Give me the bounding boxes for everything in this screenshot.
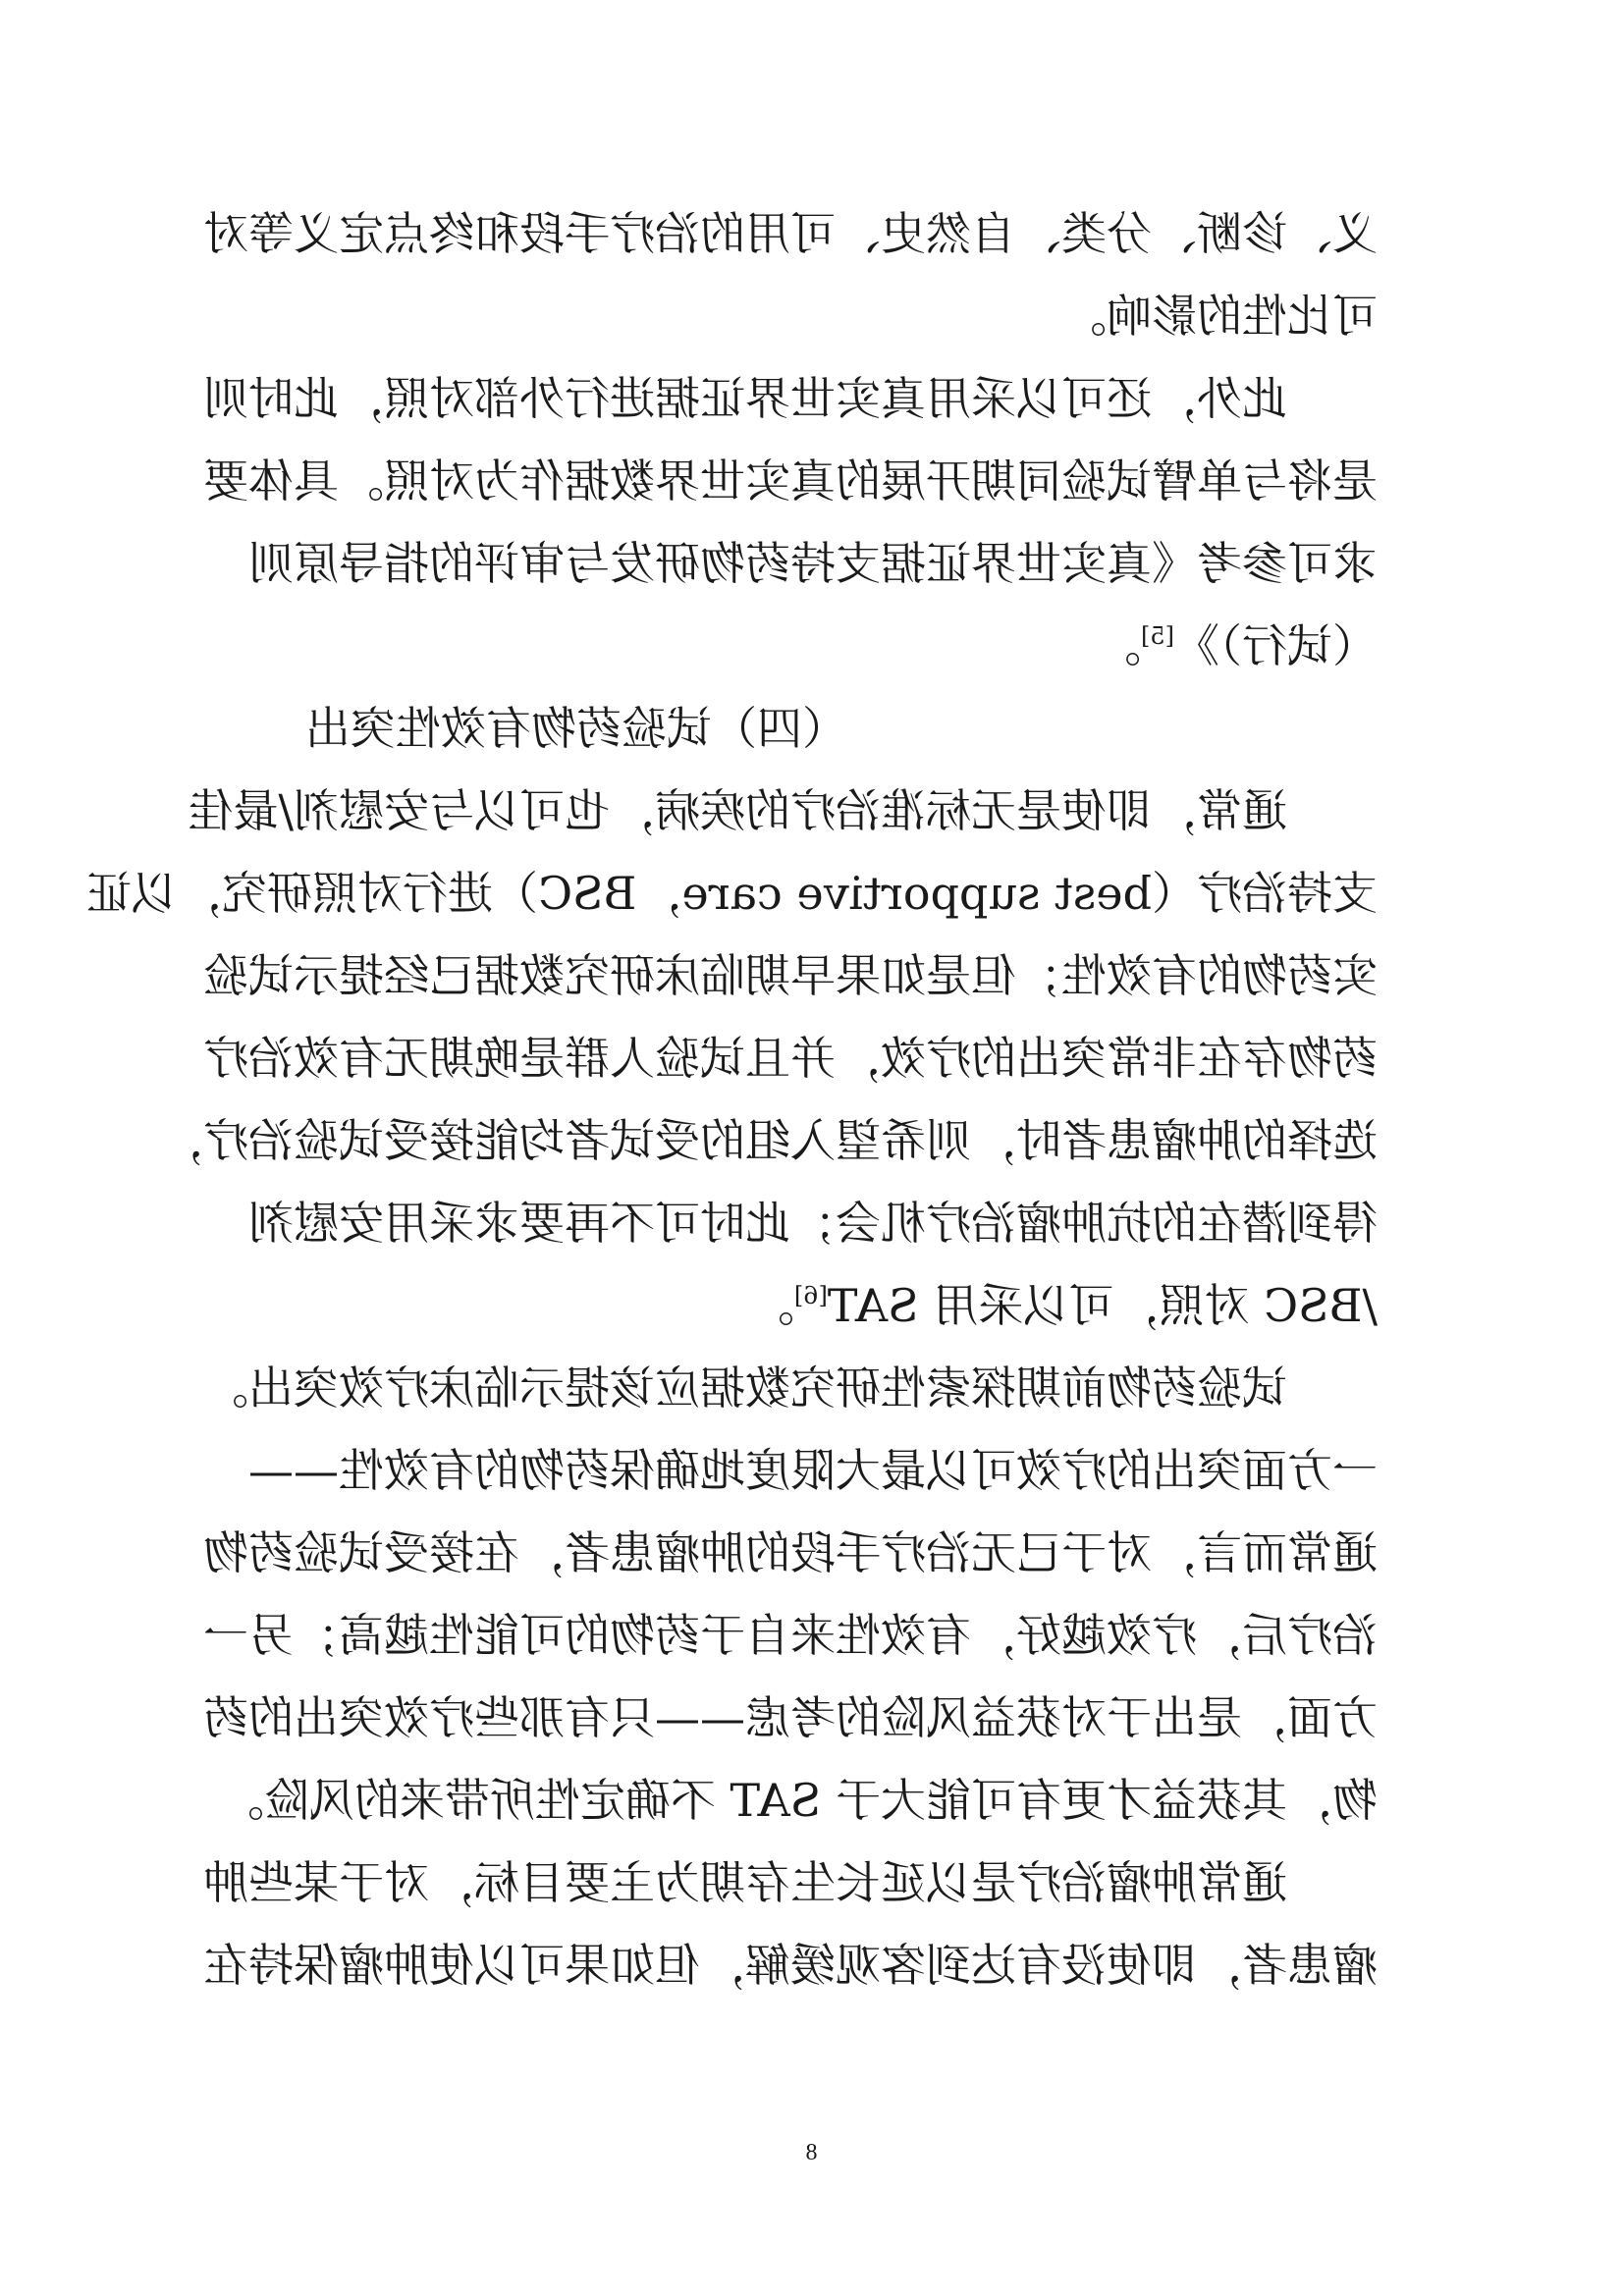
line-punctuation: 。 <box>748 1279 794 1332</box>
text-line <box>203 1842 1378 1924</box>
line-text: 瘤患者，即使没有达到客观缓解，但如果可以使肿瘤保持在 <box>203 1939 1378 1992</box>
text-line <box>203 192 1378 275</box>
line-text: 通常，即使是无标准治疗的疾病，也可以与安慰剂/最佳 <box>188 784 1287 837</box>
line-text: 方面，是出于对获益风险的考虑——只有那些疗效突出的药 <box>203 1691 1378 1744</box>
line-text: （试行）》 <box>1174 619 1378 672</box>
text-line <box>203 934 1378 1017</box>
text-line <box>248 605 1378 687</box>
line-text: 可比性的影响。 <box>1061 290 1378 343</box>
citation-ref: [5] <box>1141 622 1174 650</box>
line-text: 试验药物前期探索性研究数据应该提示临床疗效突出。 <box>203 1362 1287 1415</box>
text-line <box>203 1347 1378 1429</box>
text-line <box>203 1017 1378 1099</box>
line-text: 药物存在非常突出的疗效，并且试验人群是晚期无有效治疗 <box>203 1032 1378 1085</box>
text-line <box>203 357 1378 440</box>
text-line <box>203 1594 1378 1677</box>
line-text: /BSC 对照，可以采用 SAT <box>827 1279 1378 1332</box>
section-heading <box>248 687 1378 770</box>
line-text: 一方面突出的疗效可以最大限度地确保药物的有效性—— <box>248 1444 1378 1497</box>
line-text: 是将与单臂试验同期开展的真实世界数据作为对照。具体要 <box>203 454 1378 507</box>
line-text: 通常肿瘤治疗是以延长生存期为主要目标，对于某些肿 <box>203 1856 1287 1909</box>
text-line <box>248 1264 1378 1347</box>
text-line <box>85 852 1378 934</box>
text-line <box>203 1677 1378 1759</box>
line-text: 支持治疗（best supportive care，BSC）进行对照研究，以证 <box>85 867 1378 920</box>
citation-ref: [6] <box>793 1282 828 1309</box>
line-text: 通常而言，对于已无治疗手段的肿瘤患者，在接受试验药物 <box>203 1526 1378 1579</box>
text-line <box>248 1429 1378 1512</box>
line-text: （四）试验药物有效性突出 <box>305 702 847 755</box>
text-line <box>248 275 1378 357</box>
line-text: 实药物的有效性；但是如果早期临床研究数据已经提示试验 <box>203 949 1378 1002</box>
text-line <box>203 440 1378 522</box>
text-line <box>203 1512 1378 1594</box>
text-line <box>188 770 1378 852</box>
line-text: 选择的肿瘤患者时，则希望入组的受试者均能接受试验治疗， <box>158 1114 1378 1167</box>
line-text: 治疗后，疗效越好，有效性来自于药物的可能性越高；另一 <box>203 1609 1378 1662</box>
line-text: 义、诊断、分类、自然史、可用的治疗手段和终点定义等对 <box>203 207 1378 260</box>
body-text <box>85 192 1378 2006</box>
line-text: 此外，还可以采用真实世界证据进行外部对照，此时则 <box>203 372 1287 425</box>
page-number: 8 <box>805 2140 818 2165</box>
line-text: 物，其获益才更有可能大于 SAT 不确定性所带来的风险。 <box>218 1774 1378 1827</box>
text-line <box>218 1759 1378 1842</box>
text-line <box>248 1182 1378 1264</box>
text-line <box>248 522 1378 605</box>
line-text: 得到潜在的抗肿瘤治疗机会；此时可不再要求采用安慰剂 <box>248 1197 1378 1250</box>
line-text: 求可参考《真实世界证据支持药物研发与审评的指导原则 <box>248 537 1378 590</box>
line-punctuation: 。 <box>1096 619 1141 672</box>
text-line <box>158 1099 1378 1182</box>
text-line <box>203 1924 1378 2006</box>
